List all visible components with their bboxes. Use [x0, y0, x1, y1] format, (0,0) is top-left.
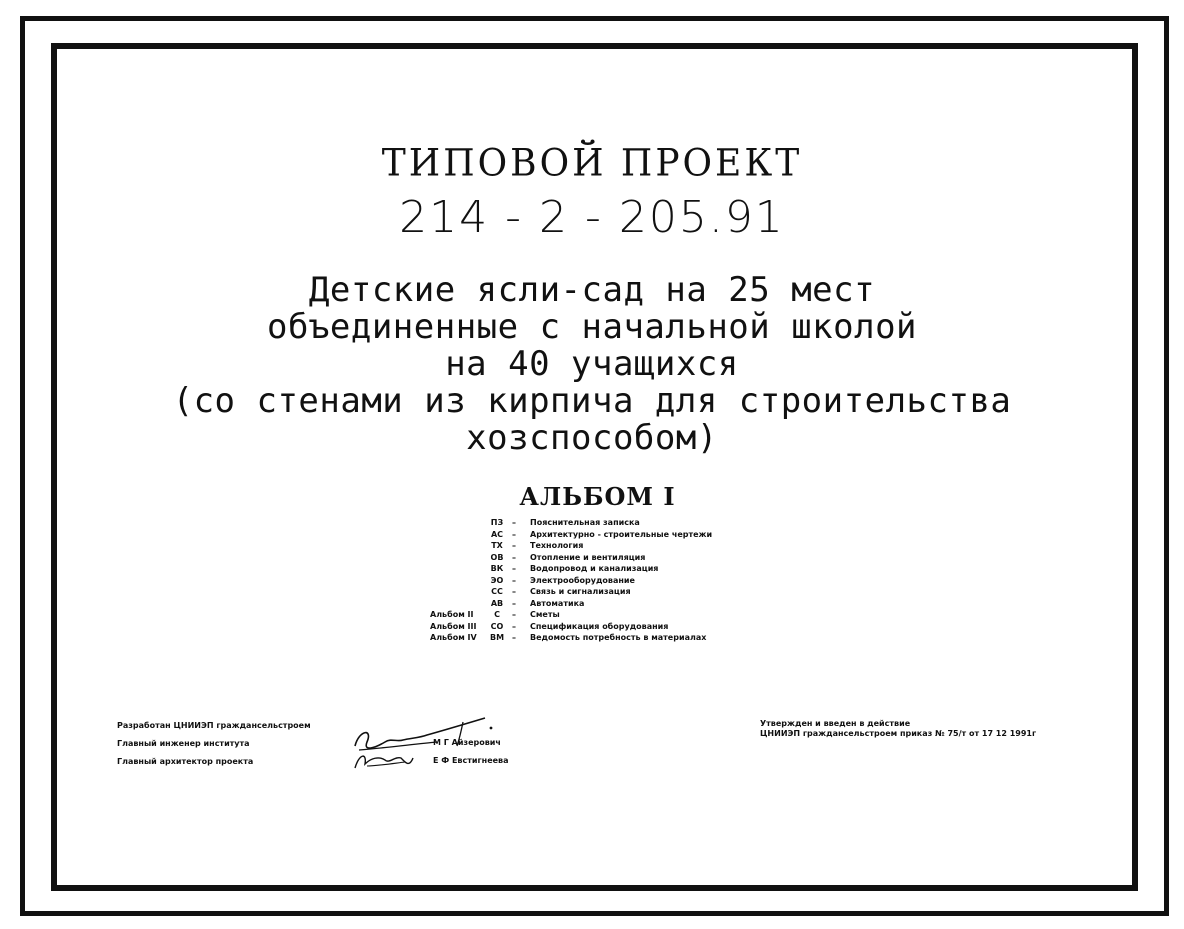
contents-row [430, 586, 712, 598]
contents-title: Отопление и вентиляция [530, 552, 646, 562]
contents-dash: – [512, 564, 516, 573]
contents-dash: – [512, 610, 516, 619]
chief-engineer-name: М Г Айзерович [433, 738, 501, 747]
approval-note [760, 719, 1036, 739]
contents-album [430, 552, 482, 564]
document-type-title: ТИПОВОЙ ПРОЕКТ [381, 141, 803, 186]
contents-album [430, 540, 482, 552]
contents-row [430, 517, 712, 529]
contents-row [430, 563, 712, 575]
contents-code: ЭО [490, 575, 504, 585]
contents-code: ПЗ [490, 518, 504, 527]
contents-album: Альбом IV [430, 633, 477, 642]
contents-dash: – [512, 552, 516, 562]
developer-labels [117, 717, 311, 771]
project-name-line: Детские ясли-сад на 25 мест [308, 270, 876, 310]
album-contents-list [430, 517, 712, 644]
project-name [0, 272, 1184, 457]
contents-code: АС [490, 529, 504, 539]
approval-line: Утвержден и введен в действие [760, 719, 911, 728]
contents-code: С [494, 610, 500, 619]
contents-title: Автоматика [530, 598, 585, 608]
contents-dash: – [512, 633, 516, 642]
contents-album: Альбом III [430, 621, 477, 631]
contents-dash: – [512, 541, 516, 550]
project-name-line: хозспособом) [466, 418, 718, 458]
chief-engineer-label: Главный инженер института [117, 739, 250, 748]
contents-row [430, 552, 712, 564]
contents-dash: – [512, 518, 516, 527]
contents-dash: – [512, 587, 516, 596]
contents-title: Ведомость потребность в материалах [530, 633, 707, 642]
contents-code: АВ [490, 598, 504, 608]
project-name-line: объединенные с начальной школой [266, 307, 918, 347]
contents-album [430, 529, 482, 541]
contents-code: ВК [490, 564, 504, 573]
contents-code: ВМ [489, 633, 505, 642]
contents-row [430, 540, 712, 552]
album-title: АЛЬБОМ I [519, 482, 676, 511]
contents-dash: – [512, 575, 516, 585]
contents-code: СО [490, 621, 504, 631]
contents-row [430, 609, 712, 621]
contents-title: Технология [530, 541, 584, 550]
contents-code: ТХ [491, 541, 503, 550]
chief-architect-label: Главный архитектор проекта [117, 757, 254, 766]
approval-line: ЦНИИЭП гражданcельстроем приказ № 75/т от 17 12 1991г [760, 729, 1037, 738]
contents-code: СС [491, 587, 503, 596]
contents-title: Архитектурно - строительные чертежи [530, 529, 713, 539]
chief-architect-name: Е Ф Евстигнеева [433, 756, 509, 765]
contents-album [430, 598, 482, 610]
contents-album [430, 575, 482, 587]
contents-album: Альбом II [430, 610, 474, 619]
contents-title: Связь и сигнализация [530, 587, 631, 596]
contents-album [430, 586, 482, 598]
contents-title: Спецификация оборудования [530, 621, 669, 631]
contents-dash: – [512, 621, 516, 631]
contents-title: Сметы [530, 610, 560, 619]
developer-names [433, 734, 509, 770]
contents-dash: – [512, 598, 516, 608]
project-name-line: (со стенами из кирпича для строительства [172, 381, 1012, 421]
project-number: 214 - 2 - 205.91 [399, 192, 785, 243]
contents-title: Водопровод и канализация [530, 564, 659, 573]
contents-row [430, 575, 712, 587]
contents-dash: – [512, 529, 516, 539]
developed-by-label: Разработан ЦНИИЭП гражданcельстроем [117, 721, 311, 730]
contents-row [430, 621, 712, 633]
contents-title: Пояснительная записка [530, 518, 640, 527]
contents-row [430, 632, 712, 644]
contents-row [430, 598, 712, 610]
contents-album [430, 517, 482, 529]
contents-row [430, 529, 712, 541]
project-name-line: на 40 учащихся [445, 344, 739, 384]
contents-code: ОВ [490, 552, 504, 562]
contents-album [430, 563, 482, 575]
contents-title: Электрооборудование [530, 575, 635, 585]
